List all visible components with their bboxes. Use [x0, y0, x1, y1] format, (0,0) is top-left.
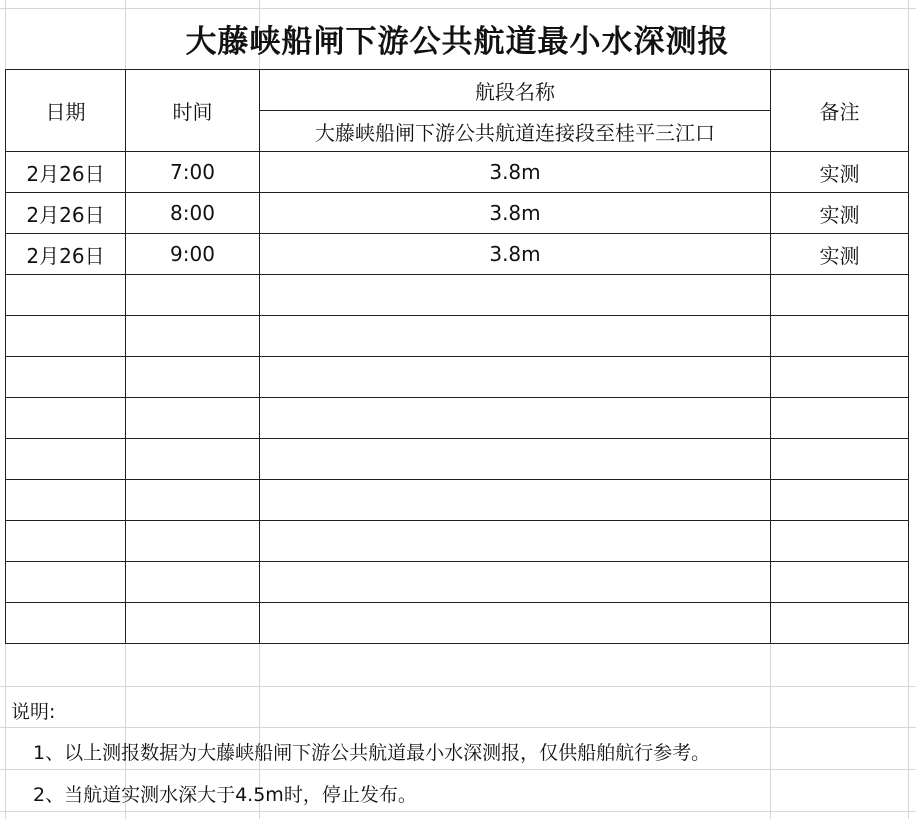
remark-cell: 实测 [771, 234, 909, 275]
header-remark: 备注 [771, 70, 909, 152]
header-date: 日期 [6, 70, 126, 152]
remark-cell: 实测 [771, 152, 909, 193]
header-segment-name: 大藤峡船闸下游公共航道连接段至桂平三江口 [260, 111, 771, 152]
grid-line [0, 811, 916, 812]
depth-cell: 3.8m [260, 193, 771, 234]
time-cell: 8:00 [126, 193, 260, 234]
remark-cell: 实测 [771, 193, 909, 234]
grid-line [0, 686, 916, 687]
date-cell: 2月26日 [6, 234, 126, 275]
note-item-2: 2、当航道实测水深大于4.5m时，停止发布。 [33, 784, 417, 806]
header-time: 时间 [126, 70, 260, 152]
table-row [6, 234, 909, 275]
empty-row [6, 439, 909, 480]
grid-line [0, 769, 916, 770]
header-segment-group: 航段名称 [260, 70, 771, 111]
table-row [6, 152, 909, 193]
empty-row [6, 275, 909, 316]
notes-heading: 说明: [11, 701, 56, 723]
empty-row [6, 357, 909, 398]
depth-report-table [5, 69, 909, 644]
table-row [6, 193, 909, 234]
date-cell: 2月26日 [6, 193, 126, 234]
time-cell: 7:00 [126, 152, 260, 193]
empty-row [6, 521, 909, 562]
note-item-1: 1、以上测报数据为大藤峡船闸下游公共航道最小水深测报，仅供船舶航行参考。 [33, 742, 711, 764]
empty-row [6, 562, 909, 603]
empty-row [6, 480, 909, 521]
empty-row [6, 398, 909, 439]
depth-cell: 3.8m [260, 234, 771, 275]
empty-row [6, 603, 909, 644]
empty-row [6, 316, 909, 357]
depth-cell: 3.8m [260, 152, 771, 193]
date-cell: 2月26日 [6, 152, 126, 193]
grid-line [0, 727, 916, 728]
time-cell: 9:00 [126, 234, 260, 275]
page-title: 大藤峡船闸下游公共航道最小水深测报 [185, 23, 730, 60]
